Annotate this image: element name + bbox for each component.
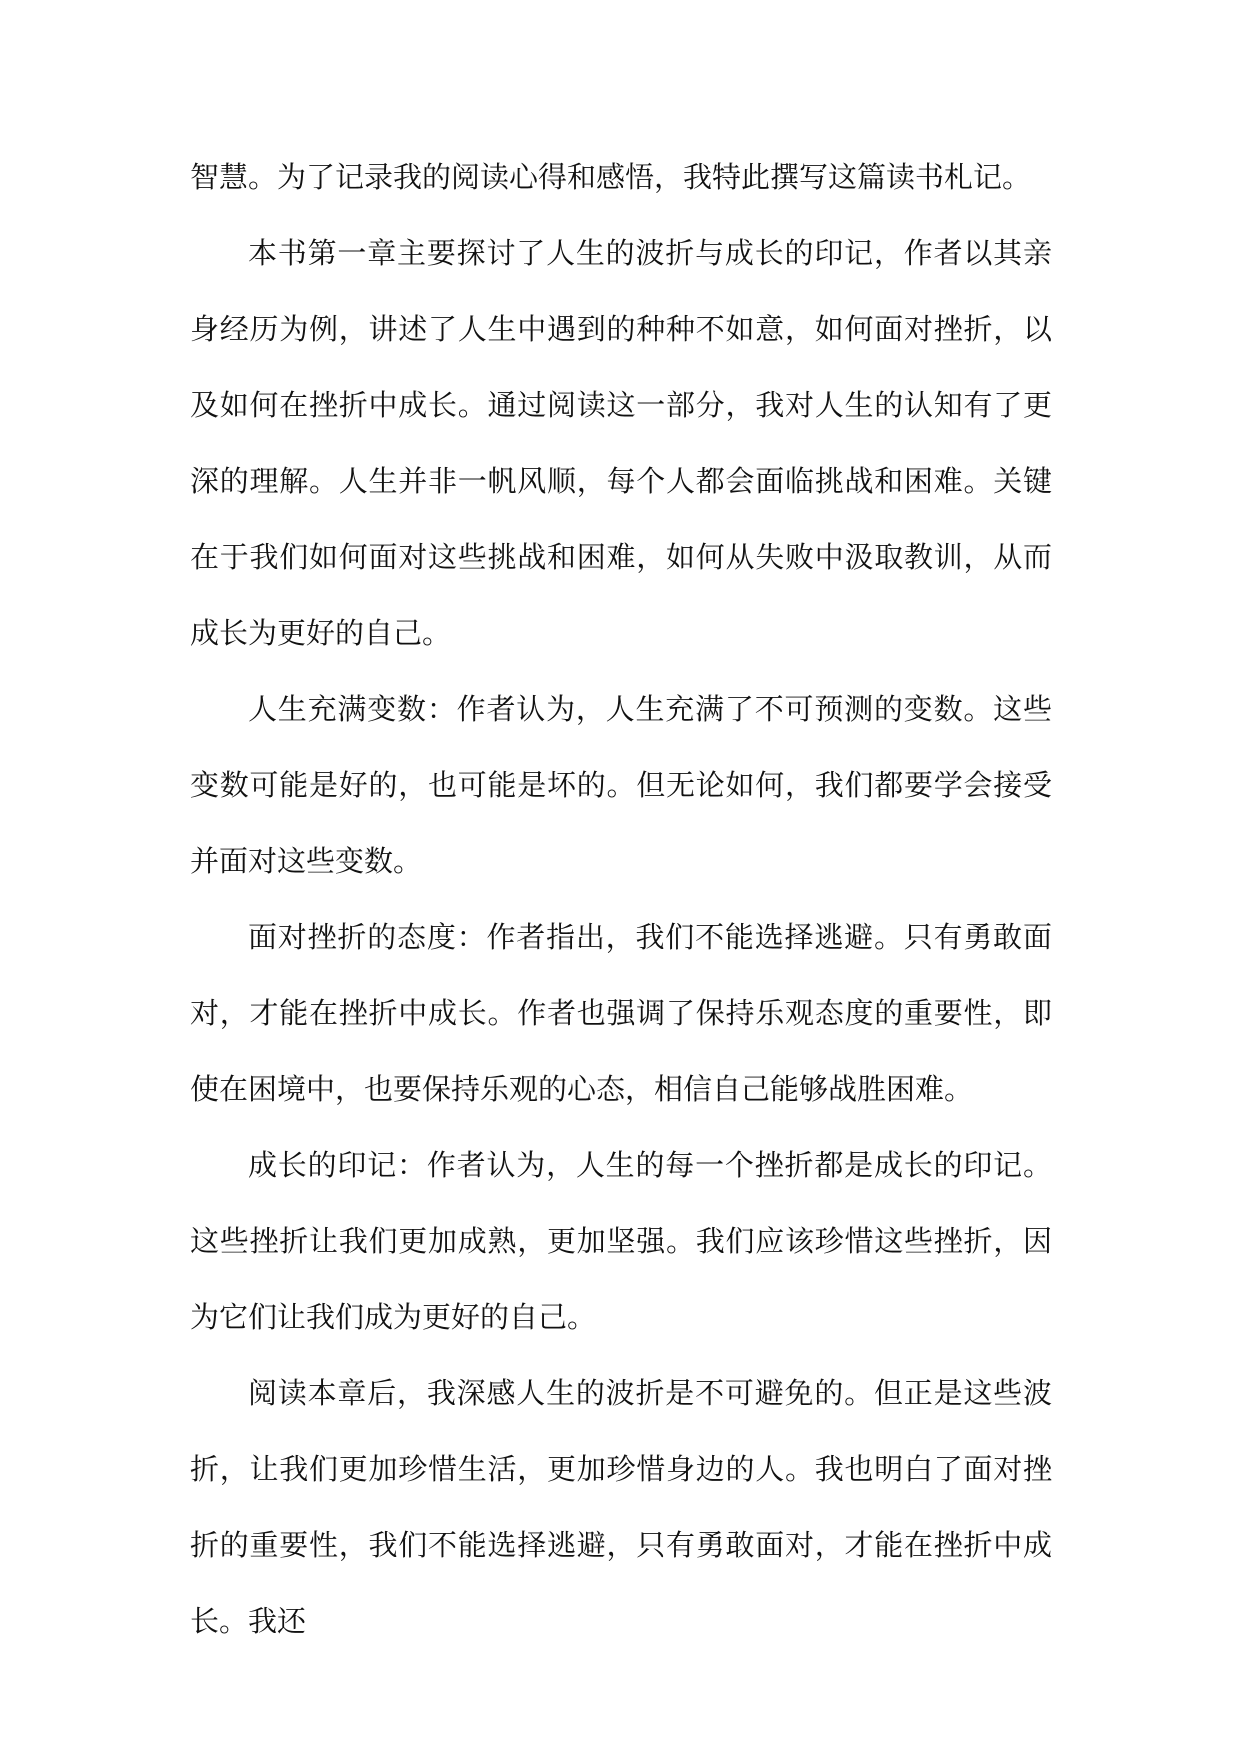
paragraph-chapter-one-summary: 本书第一章主要探讨了人生的波折与成长的印记，作者以其亲身经历为例，讲述了人生中遇到的种种不如意，如何面对挫折，以及如何在挫折中成长。通过阅读这一部分，我对人生的认知有了更深的理解。人生并非一帆风顺，每个人都会面临挑战和困难。关键在于我们如何面对这些挑战和困难，如何从失败中汲取教训，从而成长为更好的自己。: [190, 236, 1052, 650]
document-body: [190, 139, 1052, 1659]
paragraph-life-variables: 人生充满变数：作者认为，人生充满了不可预测的变数。这些变数可能是好的，也可能是坏的。但无论如何，我们都要学会接受并面对这些变数。: [190, 692, 1052, 878]
paragraph-facing-setbacks: 面对挫折的态度：作者指出，我们不能选择逃避。只有勇敢面对，才能在挫折中成长。作者也强调了保持乐观态度的重要性，即使在困境中，也要保持乐观的心态，相信自己能够战胜困难。: [190, 920, 1052, 1106]
paragraph-marks-of-growth: 成长的印记：作者认为，人生的每一个挫折都是成长的印记。这些挫折让我们更加成熟，更加坚强。我们应该珍惜这些挫折，因为它们让我们成为更好的自己。: [190, 1148, 1052, 1334]
paragraph-reflection: 阅读本章后，我深感人生的波折是不可避免的。但正是这些波折，让我们更加珍惜生活，更加珍惜身边的人。我也明白了面对挫折的重要性，我们不能选择逃避，只有勇敢面对，才能在挫折中成长。我还: [190, 1376, 1052, 1638]
paragraph-continuation: 智慧。为了记录我的阅读心得和感悟，我特此撰写这篇读书札记。: [190, 160, 1032, 194]
